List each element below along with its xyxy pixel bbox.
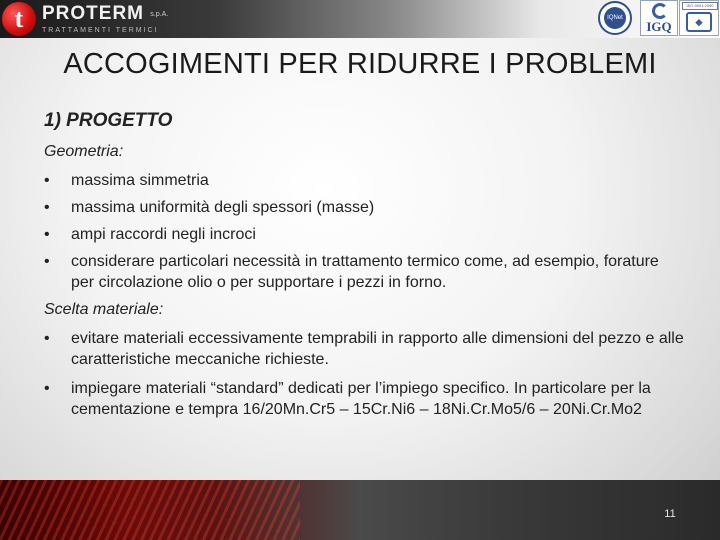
list-item-text: impiegare materiali “standard” dedicati per l’impiego specifico. In particolare per la cementazione e tempra 16/20Mn.Cr5 – 15Cr.Ni6 – 18Ni.Cr.Mo5/6 – 20Ni.Cr.Mo2 bbox=[71, 380, 651, 418]
page-number: 11 bbox=[664, 508, 676, 520]
gear-image-decoration bbox=[0, 480, 300, 540]
logo-subtitle: TRATTAMENTI TERMICI bbox=[42, 26, 159, 34]
list-item bbox=[44, 197, 684, 218]
iso-emblem-icon: ◆ bbox=[686, 12, 712, 32]
materiale-list bbox=[44, 328, 684, 420]
iso-certification-icon bbox=[679, 0, 719, 36]
igq-certification-icon bbox=[640, 0, 678, 36]
bullet-icon: • bbox=[44, 380, 50, 397]
list-item bbox=[44, 224, 684, 245]
materiale-label: Scelta materiale: bbox=[44, 301, 164, 318]
iso-label: ISO 9001:2000 bbox=[682, 2, 718, 10]
bullet-icon: • bbox=[44, 199, 50, 216]
list-item bbox=[44, 378, 684, 420]
header-bar bbox=[0, 0, 720, 38]
list-item bbox=[44, 170, 684, 191]
igq-swirl-icon bbox=[652, 3, 668, 19]
section-heading: 1) PROGETTO bbox=[44, 110, 173, 131]
logo-name: PROTERM bbox=[42, 2, 144, 24]
list-item-text: massima simmetria bbox=[71, 172, 209, 189]
company-logo bbox=[2, 1, 168, 37]
geometria-list bbox=[44, 170, 684, 293]
bullet-icon: • bbox=[44, 330, 50, 347]
iqnet-certification-icon bbox=[598, 1, 632, 35]
geometria-label: Geometria: bbox=[44, 143, 124, 160]
bullet-icon: • bbox=[44, 253, 50, 270]
igq-label: IGQ bbox=[646, 19, 672, 34]
slide-content bbox=[44, 110, 684, 428]
bullet-icon: • bbox=[44, 172, 50, 189]
list-item-text: evitare materiali eccessivamente temprabili in rapporto alle dimensioni del pezzo e alle caratteristiche meccaniche richieste. bbox=[71, 330, 684, 368]
bullet-icon: • bbox=[44, 226, 50, 243]
slide-title: ACCOGIMENTI PER RIDURRE I PROBLEMI bbox=[63, 48, 657, 80]
logo-suffix: s.p.A. bbox=[150, 10, 169, 18]
list-item-text: ampi raccordi negli incroci bbox=[71, 226, 256, 243]
logo-mark-icon: t bbox=[2, 2, 36, 36]
iqnet-label: IQNet bbox=[604, 7, 626, 29]
list-item bbox=[44, 328, 684, 370]
list-item-text: considerare particolari necessità in trattamento termico come, ad esempio, forature per circolazione olio o per supportare i pezzi in forno. bbox=[71, 253, 659, 291]
footer-band bbox=[0, 480, 720, 540]
list-item-text: massima uniformità degli spessori (masse) bbox=[71, 199, 375, 216]
list-item bbox=[44, 251, 684, 293]
logo-text-block bbox=[42, 4, 168, 35]
